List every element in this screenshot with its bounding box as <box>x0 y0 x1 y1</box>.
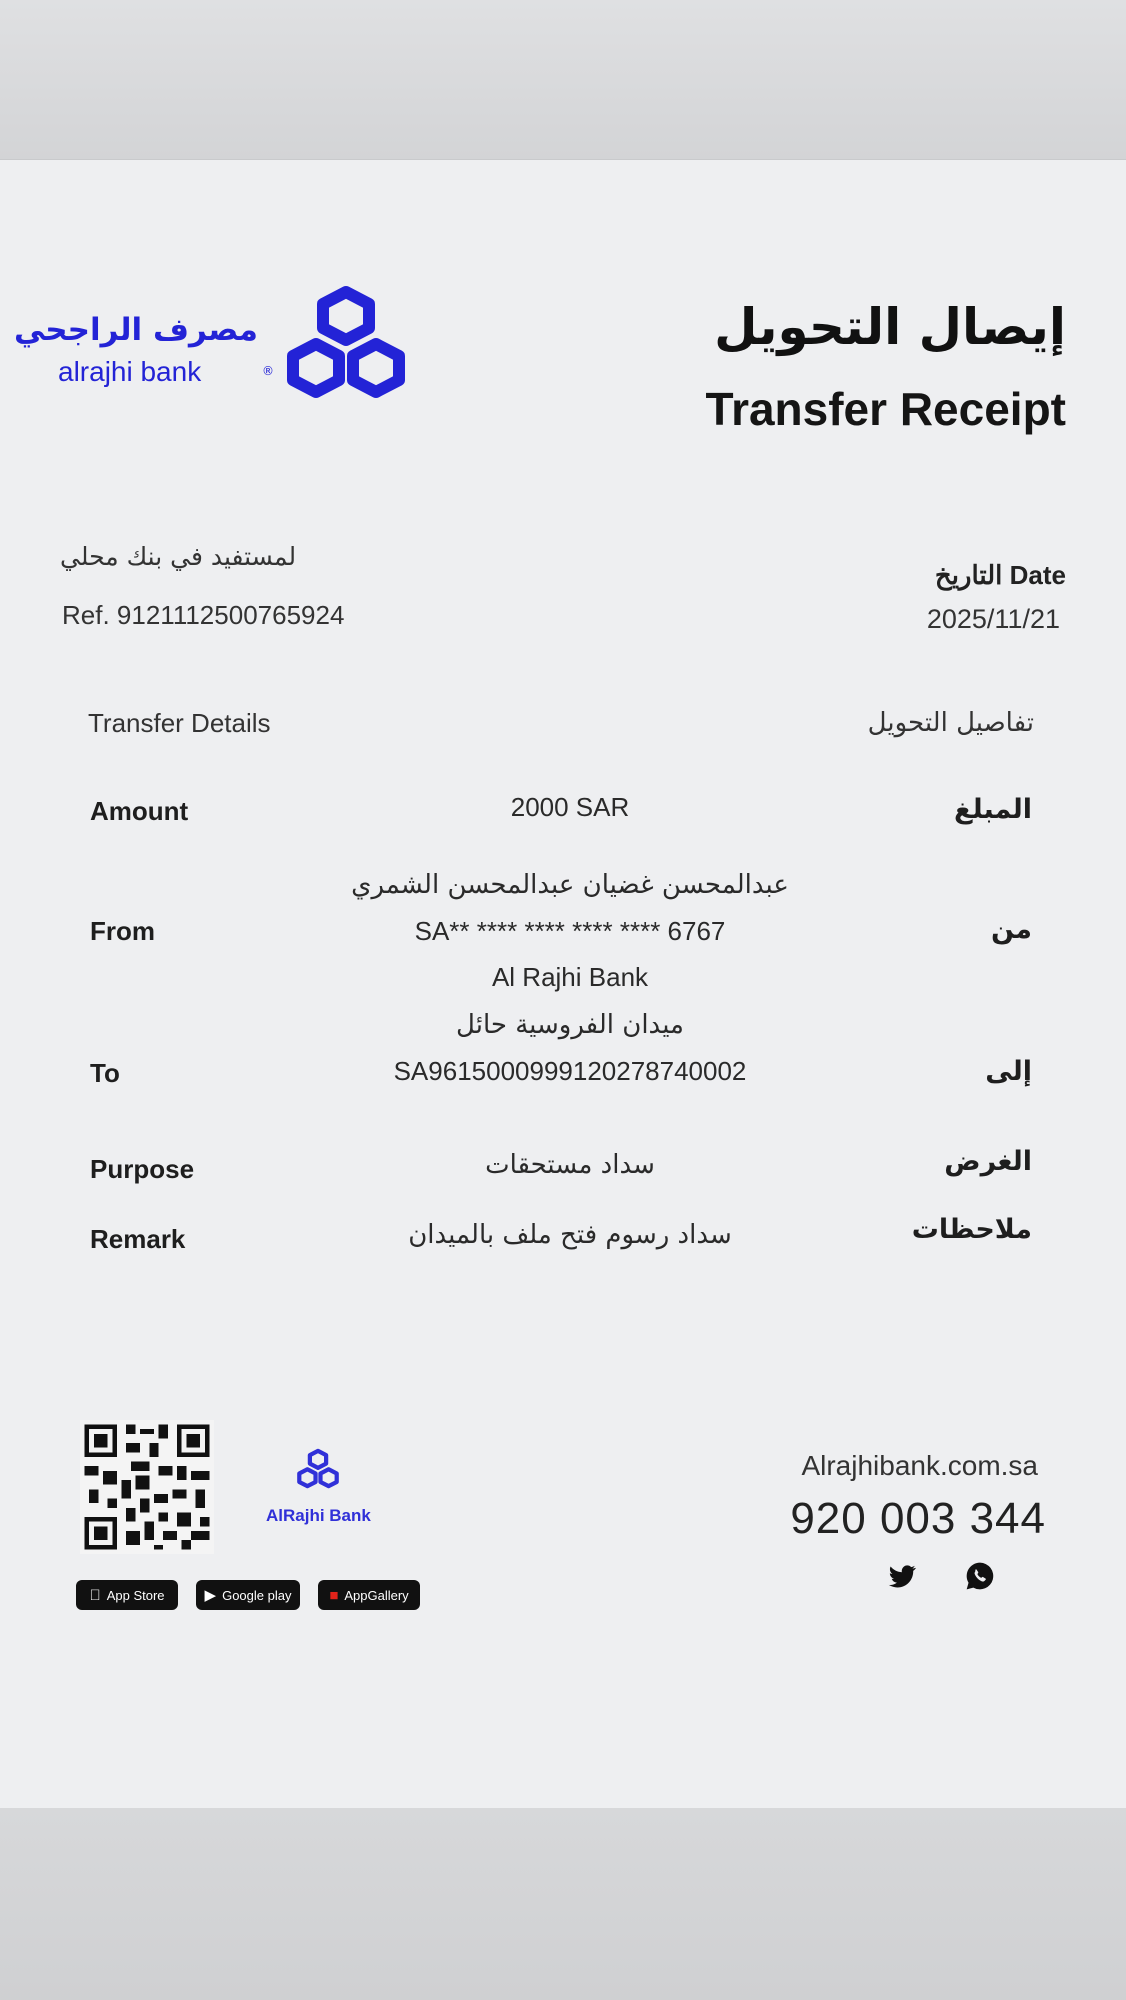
remark-label-arabic: ملاحظات <box>911 1214 1032 1245</box>
from-label: From <box>90 916 155 946</box>
purpose-value: سداد مستحقات <box>485 1150 655 1180</box>
from-bank: Al Rajhi Bank <box>491 962 649 992</box>
transfer-type: لمستفيد في بنك محلي <box>60 542 297 571</box>
alrajhi-logo-icon <box>278 284 414 414</box>
date-value: 2025/11/21 <box>926 604 1060 634</box>
to-name: ميدان الفروسية حائل <box>456 1010 684 1040</box>
purpose-label-arabic: الغرض <box>944 1146 1032 1177</box>
qr-code-icon[interactable] <box>80 1420 214 1554</box>
huawei-icon: ■ <box>329 1586 339 1604</box>
website-link[interactable]: Alrajhibank.com.sa <box>801 1450 1038 1481</box>
background-bottom <box>0 1808 1126 2000</box>
amount-value: 2000 SAR <box>510 792 630 822</box>
section-title-arabic: تفاصيل التحويل <box>867 708 1034 738</box>
app-store-label: App Store <box>101 1587 159 1603</box>
play-icon: ▶ <box>204 1587 217 1604</box>
twitter-icon[interactable] <box>886 1560 918 1592</box>
to-label: To <box>90 1058 120 1088</box>
to-iban: SA9615000999120278740002 <box>393 1056 747 1086</box>
receipt-page <box>0 160 1126 1808</box>
social-links <box>886 1560 996 1594</box>
whatsapp-icon[interactable] <box>964 1560 996 1592</box>
alrajhi-app-logo-icon <box>294 1448 342 1494</box>
apple-icon <box>89 1587 100 1604</box>
from-name: عبدالمحسن غضيان عبدالمحسن الشمري <box>351 870 789 900</box>
remark-value: سداد رسوم فتح ملف بالميدان <box>408 1220 732 1250</box>
amount-label-arabic: المبلغ <box>954 794 1032 825</box>
title-english: Transfer Receipt <box>705 383 1066 435</box>
brand-name-english: alrajhi bank <box>58 356 202 387</box>
app-gallery-badge[interactable] <box>318 1580 420 1610</box>
date-label-english: Date <box>1009 560 1066 590</box>
date-label-arabic: التاريخ <box>934 560 1003 590</box>
background-top <box>0 0 1126 160</box>
title-arabic: إيصال التحويل <box>714 298 1066 356</box>
app-store-badge[interactable] <box>76 1580 178 1610</box>
from-account: SA** **** **** **** **** 6767 <box>414 916 726 946</box>
from-label-arabic: من <box>990 914 1032 945</box>
reference-number: Ref. 9121112500765924 <box>62 600 345 630</box>
date-label <box>935 560 1066 591</box>
remark-label: Remark <box>90 1224 186 1254</box>
google-play-badge[interactable] <box>196 1580 300 1610</box>
section-title-english: Transfer Details <box>88 708 271 738</box>
amount-label: Amount <box>90 796 189 826</box>
app-gallery-label: AppGallery <box>344 1587 409 1603</box>
app-label: AlRajhi Bank <box>266 1506 371 1525</box>
google-play-label: Google play <box>222 1587 292 1603</box>
brand-name-arabic: مصرف الراجحي <box>13 312 258 348</box>
purpose-label: Purpose <box>90 1154 195 1184</box>
to-label-arabic: إلى <box>985 1056 1032 1087</box>
brand-registered-mark: ® <box>262 364 274 378</box>
phone-number[interactable]: 920 003 344 <box>790 1494 1046 1543</box>
